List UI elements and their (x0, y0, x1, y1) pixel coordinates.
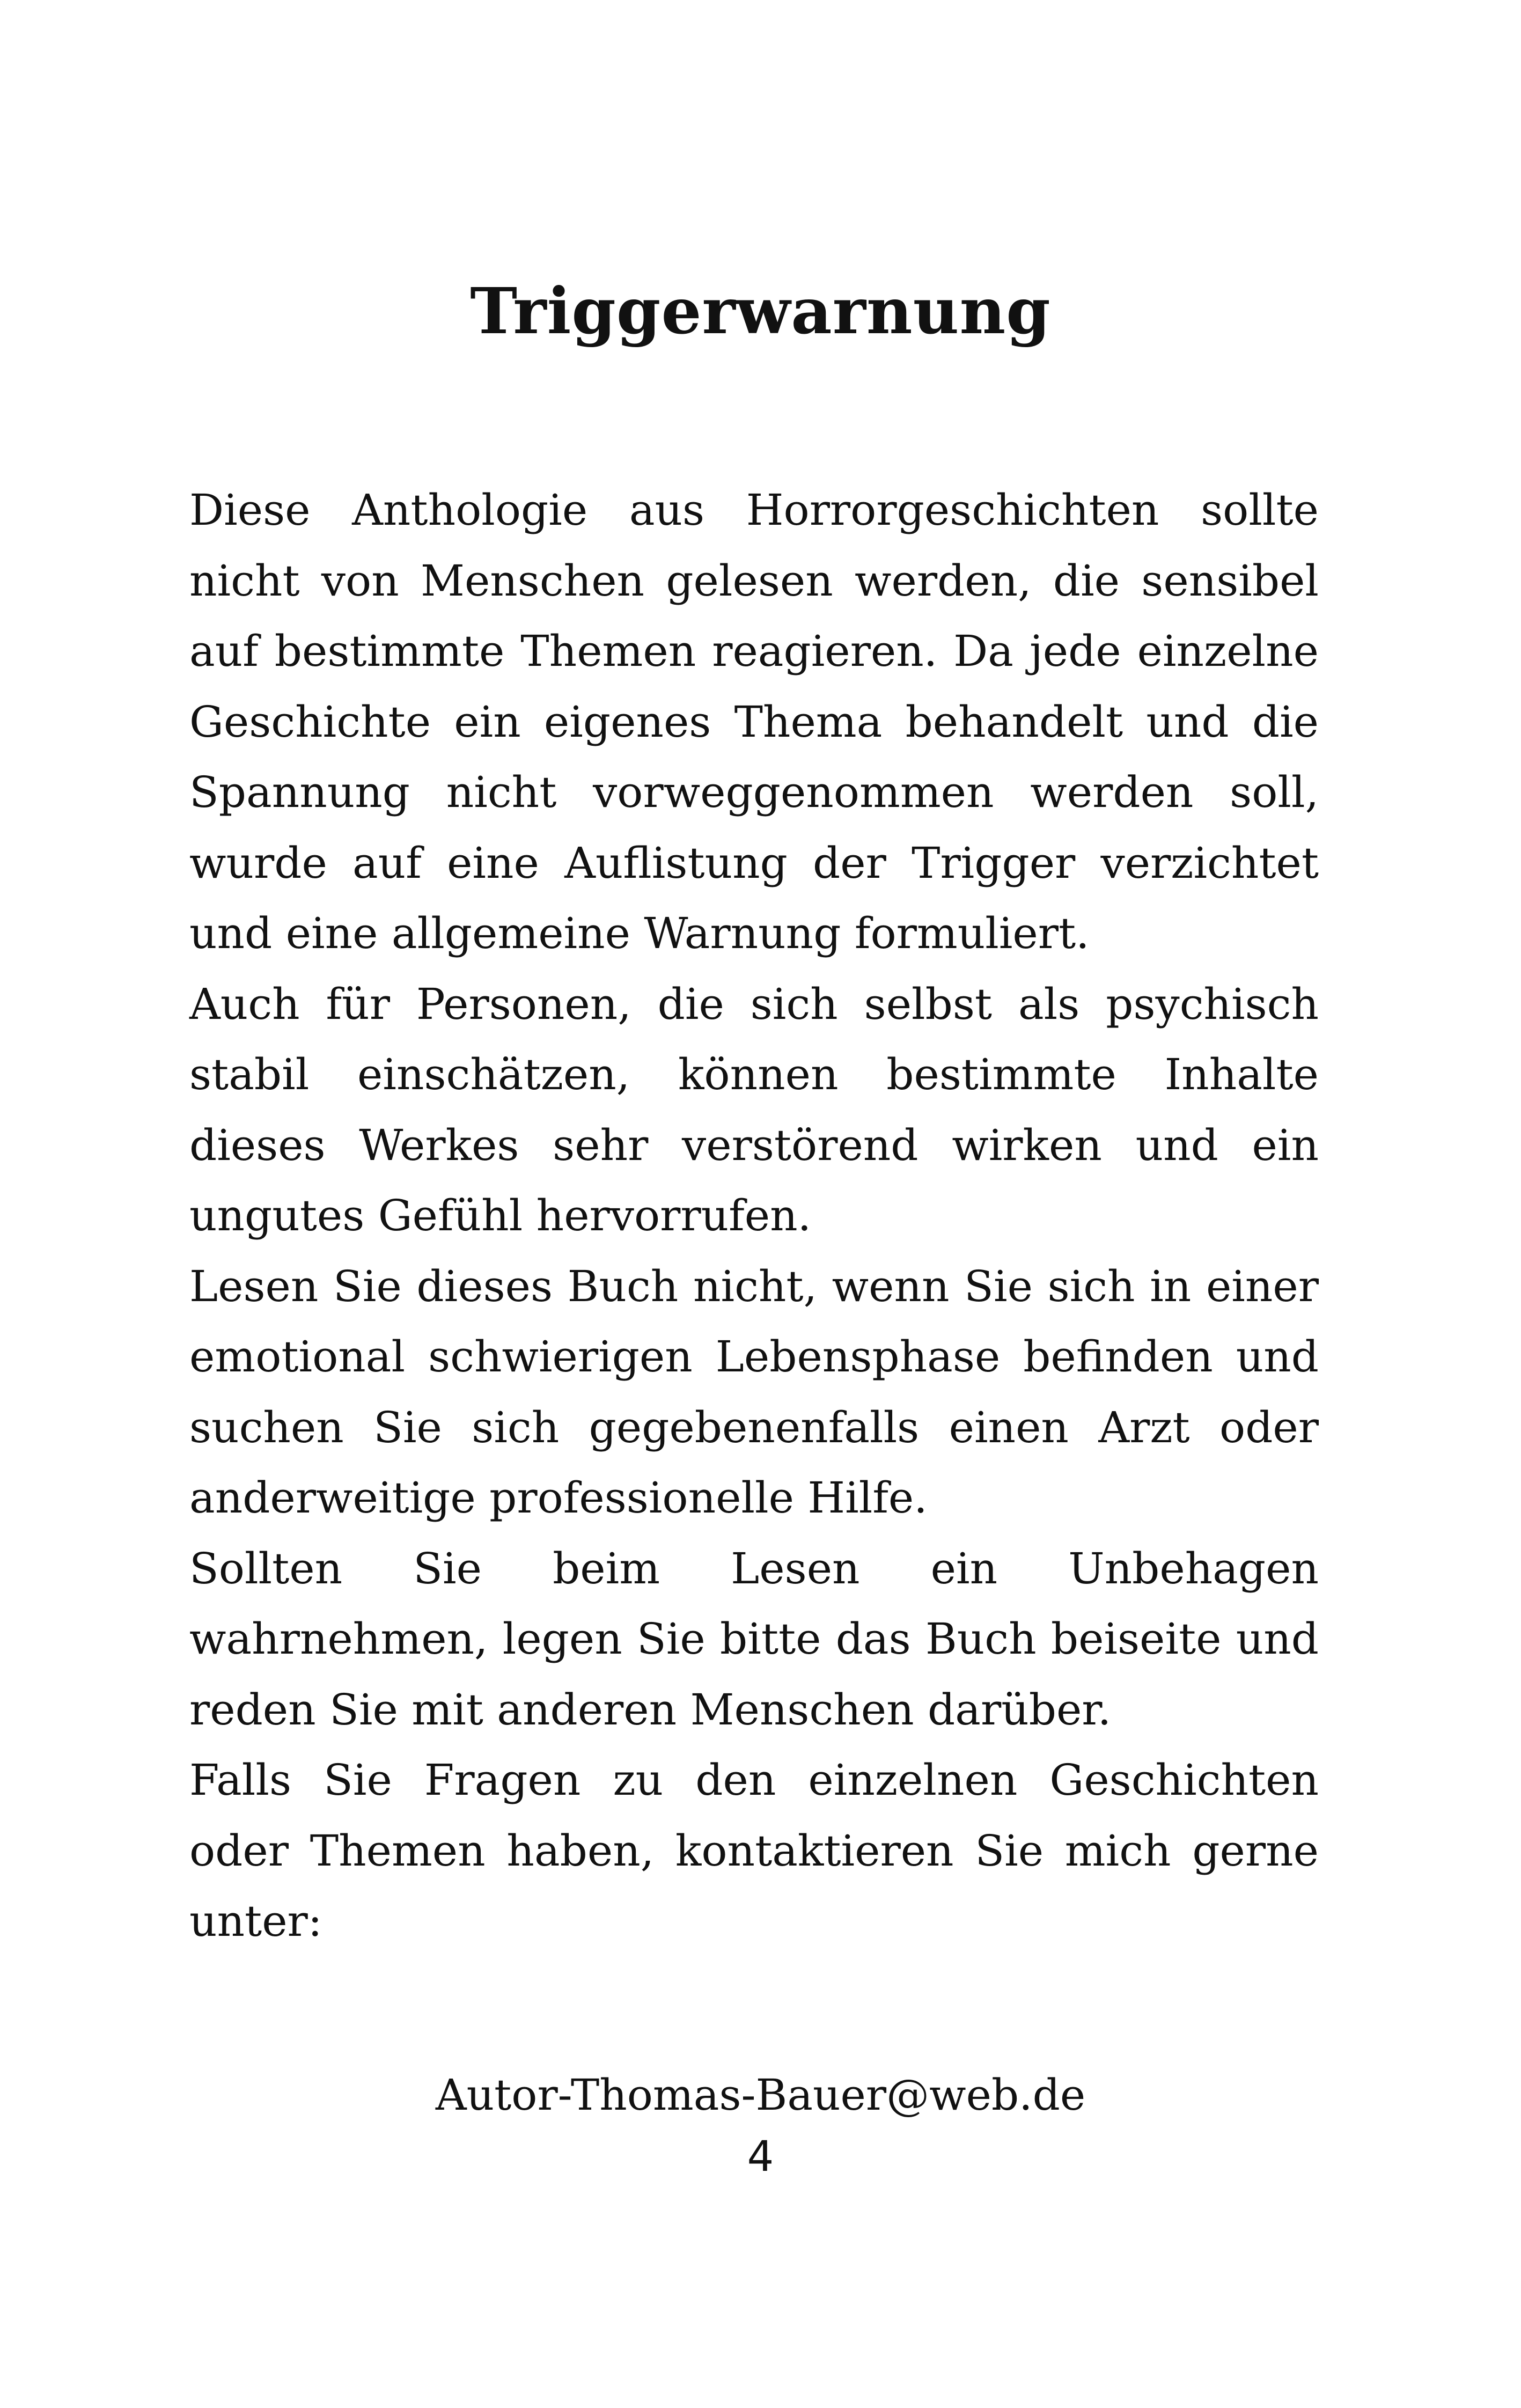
page-number: 4 (747, 2133, 774, 2181)
page-title: Triggerwarnung (470, 274, 1051, 348)
paragraph-3: Lesen Sie dieses Buch nicht, wenn Sie sich in einer emotional schwierigen Lebensphase befinden und suchen Sie sich gegebenenfalls einen Arzt oder anderweitige professionelle Hilfe. (189, 1261, 1319, 1523)
paragraph-2: Auch für Personen, die sich selbst als psychisch stabil einschätzen, können bestimmte Inhalte dieses Werkes sehr verstörend wirken und ein ungutes Gefühl hervorrufen. (189, 979, 1319, 1240)
paragraph-5: Falls Sie Fragen zu den einzelnen Geschichten oder Themen haben, kontaktieren Sie mich gerne unter: (189, 1755, 1319, 1946)
paragraph-1: Diese Anthologie aus Horrorgeschichten sollte nicht von Menschen gelesen werden, die sensibel auf bestimmte Themen reagieren. Da jede einzelne Geschichte ein eigenes Thema behandelt und die Spannung nicht vorweggenommen werden soll, wurde auf eine Auflistung der Trigger verzichtet und eine allgemeine Warnung formuliert. (189, 485, 1319, 958)
paragraph-4: Sollten Sie beim Lesen ein Unbehagen wahrnehmen, legen Sie bitte das Buch beiseite und reden Sie mit anderen Menschen darüber. (189, 1543, 1319, 1735)
body-text (189, 475, 1319, 1957)
contact-email: Autor-Thomas-Bauer@web.de (435, 2070, 1086, 2120)
